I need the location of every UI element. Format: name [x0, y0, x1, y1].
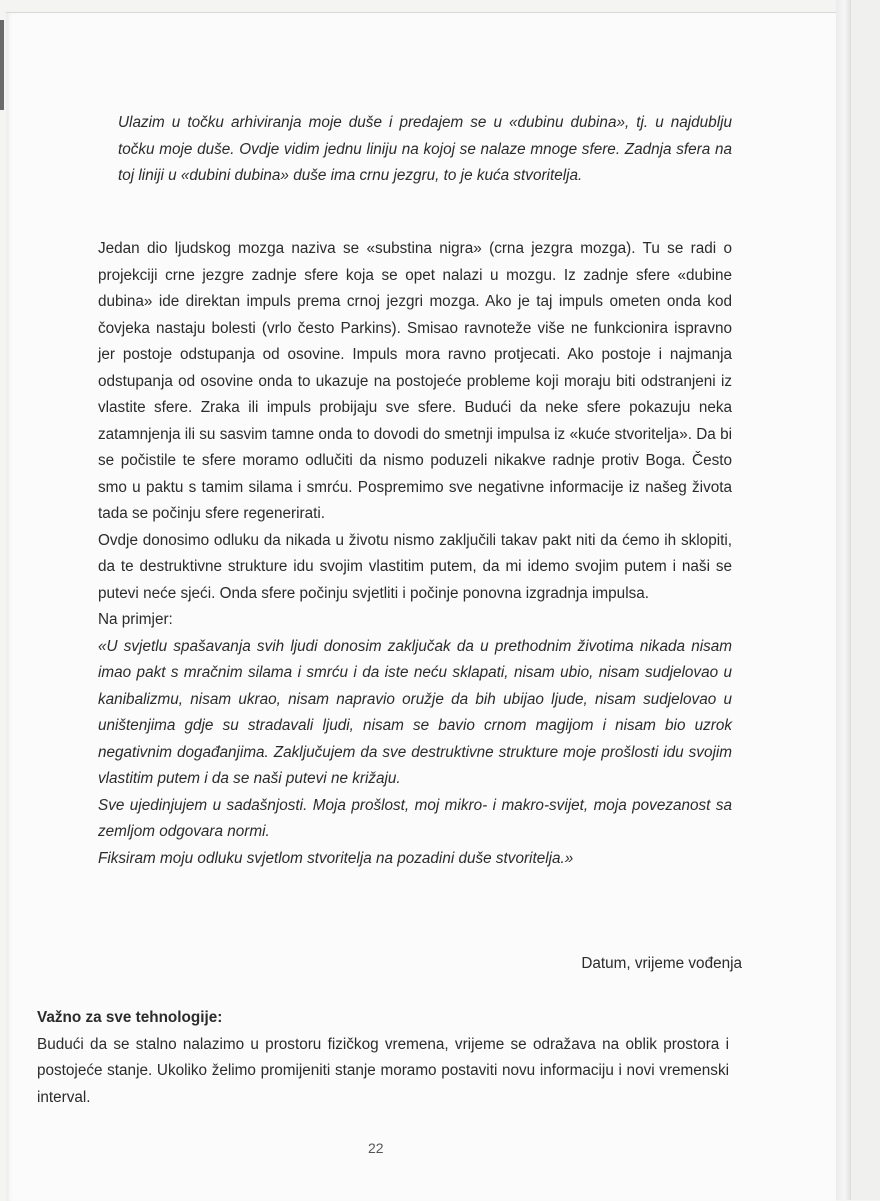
technologies-section: [37, 1005, 729, 1111]
main-section: [98, 236, 732, 872]
date-time-line: Datum, vrijeme vođenja: [581, 955, 742, 972]
next-page-edge: [850, 0, 880, 1200]
page-edge-right: [836, 0, 850, 1200]
technologies-paragraph: Budući da se stalno nalazimo u prostoru fizičkog vremena, vrijeme se odražava na oblik prostora i postojeće stanje. Ukoliko želimo promijeniti stanje moramo postaviti novu informaciju i novi vremenski interval.: [37, 1035, 729, 1106]
page-number: 22: [368, 1140, 384, 1156]
scan-edge-left: [0, 20, 4, 110]
example-label: Na primjer:: [98, 611, 173, 628]
paragraph-substantia-nigra: Jedan dio ljudskog mozga naziva se «substina nigra» (crna jezgra mozga). Tu se radi o projekciji crne jezgre zadnje sfere koja se opet nalazi u mozgu. Iz zadnje sfere «dubine dubina» ide direktan impuls prema crnoj jezgri mozga. Ako je taj impuls ometen onda kod čovjeka nastaju bolesti (vrlo često Parkins). Smisao ravnoteže više ne funkcionira ispravno jer postoje odstupanja od osovine. Impuls mora ravno protjecati. Ako postoje i najmanja odstupanja od osovine onda to ukazuje na postojeće probleme koji moraju biti odstranjeni iz vlastite sfere. Zraka ili impuls probijaju sve sfere. Budući da neke sfere pokazuju neka zatamnjenja ili su sasvim tamne onda to dovodi do smetnji impulsa iz «kuće stvoritelja». Da bi se počistile te sfere moramo odlučiti da nismo poduzeli nikakve radnje protiv Boga. Često smo u paktu s tamim silama i smrću. Pospremimo sve negativne informacije iz našeg života tada se počinju sfere regenerirati.: [98, 240, 732, 522]
quote-paragraph-2: Sve ujedinjujem u sadašnjosti. Moja prošlost, moj mikro- i makro-svijet, moja povezanost sa zemljom odgovara normi.: [98, 796, 732, 840]
quote-paragraph-1: «U svjetlu spašavanja svih ljudi donosim zaključak da u prethodnim životima nikada nisam imao pakt s mračnim silama i smrću i da iste neću sklapati, nisam ubio, nisam sudjelovao u kanibalizmu, nisam ukrao, nisam napravio oružje da bih ubijao ljude, nisam sudjelovao u uništenjima gdje su stradavali ljudi, nisam se bavio crnom magijom i nisam bio uzrok negativnim događanjima. Zaključujem da sve destruktivne strukture moje prošlosti idu svojim vlastitim putem i da se naši putevi ne križaju.: [98, 637, 732, 787]
intro-section: [118, 110, 732, 190]
intro-paragraph: Ulazim u točku arhiviranja moje duše i predajem se u «dubinu dubina», tj. u najdublju točku moje duše. Ovdje vidim jednu liniju na kojoj se nalaze mnoge sfere. Zadnja sfera na toj liniji u «dubini dubina» duše ima crnu jezgru, to je kuća stvoritelja.: [118, 114, 732, 184]
technologies-heading: Važno za sve tehnologije:: [37, 1009, 223, 1026]
quote-paragraph-3: Fiksiram moju odluku svjetlom stvoritelja na pozadini duše stvoritelja.»: [98, 849, 574, 867]
paragraph-decision: Ovdje donosimo odluku da nikada u životu nismo zaključili takav pakt niti da ćemo ih sklopiti, da te destruktivne strukture idu svojim vlastitim putem, da mi idemo svojim putem i naši se putevi neće sjeći. Onda sfere počinju svjetliti i počinje ponovna izgradnja impulsa.: [98, 531, 732, 602]
